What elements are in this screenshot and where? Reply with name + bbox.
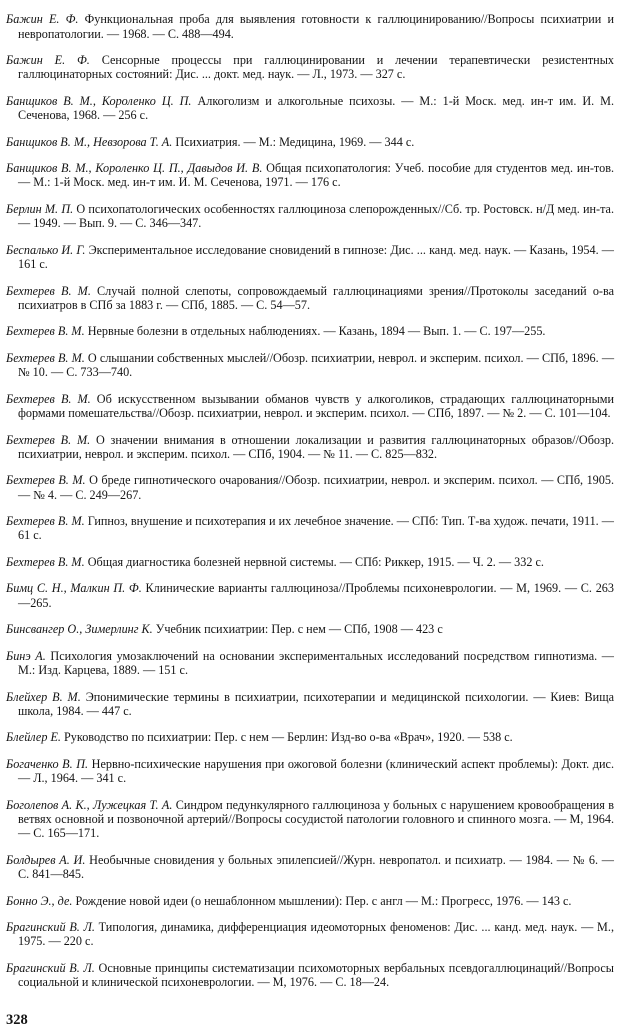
bibliography-entry (6, 757, 614, 786)
entry-author: Бехтерев В. М. (6, 391, 91, 406)
entry-text: Эпонимические термины в психиатрии, психотерапии и медицинской психологии. — Киев: Вища школа, 1984. — 447 с. (18, 689, 614, 718)
entry-author: Беспалько И. Г. (6, 242, 86, 257)
bibliography-entry (6, 690, 614, 719)
entry-text: О психопатологических особенностях галлюциноза слепорожденных//Сб. тр. Ростовск. н/Д мед. ин-та. — 1949. — Вып. 9. — С. 346—347. (18, 201, 614, 231)
entry-author: Болдырев А. И. (6, 852, 86, 867)
entry-author: Бехтерев В. М. (6, 554, 85, 569)
entry-author: Бехтерев В. М. (6, 473, 86, 488)
entry-text: Психиатрия. — М.: Медицина, 1969. — 344 с. (172, 134, 415, 149)
entry-text: Рождение новой идеи (о нешаблонном мышлении): Пер. с англ — М.: Прогресс, 1976. — 143 с. (72, 893, 572, 908)
entry-text: Экспериментальное исследование сновидений в гипнозе: Дис. ... канд. мед. наук. — Казань, 1954. — 161 с. (18, 242, 614, 272)
entry-text: О значении внимания в отношении локализации и развития галлюцинаторных образов//Обозр. психиатрии, неврол. и эксперим. психол. — СПб, 1904. — № 11. — С. 825—832. (18, 432, 614, 461)
bibliography-entry (6, 581, 614, 610)
entry-text: Гипноз, внушение и психотерапия и их лечебное значение. — СПб: Тип. Т-ва худож. печати, 1911. — 61 с. (18, 514, 614, 543)
bibliography-entry (6, 961, 614, 990)
bibliography-entry (6, 284, 614, 313)
entry-author: Банщиков В. М., Короленко Ц. П., Давыдов И. В. (6, 161, 263, 176)
entry-author: Блейхер В. М. (6, 689, 81, 704)
bibliography-entry (6, 473, 614, 502)
entry-author: Бехтерев В. М. (6, 514, 85, 529)
entry-text: Сенсорные процессы при галлюцинировании и лечении терапевтически резистентных галлюцинаторных состояний: Дис. ... докт. мед. наук. — Л., 1973. — 327 с. (18, 53, 614, 82)
bibliography-entry (6, 433, 614, 462)
entry-text: Общая психопатология: Учеб. пособие для студентов мед. ин-тов. — М.: 1-й Моск. мед. ин-т им. И. М. Сеченова, 1971. — 176 с. (18, 161, 614, 190)
bibliography-entry (6, 649, 614, 678)
bibliography-entry (6, 894, 614, 908)
bibliography-entry (6, 730, 614, 744)
entry-text: О слышании собственных мыслей//Обозр. психиатрии, неврол. и эксперим. психол. — СПб, 1896. — № 10. — С. 733—740. (18, 350, 615, 380)
entry-text: Случай полной слепоты, сопровождаемый галлюцинациями зрения//Протоколы заседаний о-ва психиатров в СПб за 1883 г. — СПб, 1885. — С. 54—57. (18, 283, 614, 312)
entry-text: Руководство по психиатрии: Пер. с нем — Берлин: Изд-во о-ва «Врач», 1920. — 538 с. (60, 730, 513, 745)
bibliography-entry (6, 798, 614, 841)
entry-text: Нервно-психические нарушения при ожоговой болезни (клинический аспект проблемы): Докт. дис. — Л., 1964. — 341 с. (18, 756, 614, 786)
bibliography-entry (6, 392, 614, 421)
entry-author: Богаченко В. П. (6, 756, 89, 771)
bibliography-list (6, 0, 614, 1002)
entry-author: Бажин Е. Ф. (6, 12, 79, 27)
bibliography-entry (6, 853, 614, 882)
entry-text: Основные принципы систематизации психомоторных вербальных псевдогаллюцинаций//Вопросы социальной и клинической психоневрологии. — М, 1976. — С. 18—24. (18, 960, 614, 990)
entry-author: Бимц С. Н., Малкин П. Ф. (6, 581, 142, 596)
bibliography-entry (6, 622, 614, 636)
bibliography-entry (6, 161, 614, 190)
entry-text: Об искусственном вызывании обманов чувств у алкоголиков, страдающих галлюцинаторными формами помешательства//Обозр. психиатрии, неврол. и эксперим. психол. — СПб, 1897. — № 2. — С. 101—104. (18, 391, 614, 420)
entry-author: Бажин Е. Ф. (6, 53, 90, 67)
entry-author: Бехтерев В. М. (6, 432, 91, 447)
entry-text: Алкоголизм и алкогольные психозы. — М.: 1-й Моск. мед. ин-т им. И. М. Сеченова, 1968. — 256 с. (18, 93, 615, 123)
entry-author: Банщиков В. М., Короленко Ц. П. (6, 93, 192, 108)
bibliography-entry (6, 324, 614, 338)
entry-text: Типология, динамика, дифференциация идеомоторных феноменов: Дис. ... канд. мед. наук. — М., 1975. — 220 с. (18, 920, 614, 949)
entry-text: Психология умозаключений на основании экспериментальных исследований посредством гипнотизма. — М.: Изд. Карцева, 1889. — 151 с. (18, 648, 614, 678)
entry-text: Необычные сновидения у больных эпилепсией//Журн. невропатол. и психиатр. — 1984. — № 6. — С. 841—845. (18, 852, 614, 882)
page-number: 328 (6, 1012, 28, 1028)
entry-author: Бехтерев В. М. (6, 350, 85, 365)
entry-text: Клинические варианты галлюциноза//Проблемы психоневрологии. — М, 1969. — С. 263—265. (18, 581, 614, 610)
entry-author: Банщиков В. М., Невзорова Т. А. (6, 134, 173, 149)
entry-text: Учебник психиатрии: Пер. с нем — СПб, 1908 — 423 с (152, 622, 443, 637)
bibliography-entry (6, 94, 614, 123)
entry-author: Бехтерев В. М. (6, 283, 91, 298)
bibliography-entry (6, 555, 614, 569)
bibliography-entry (6, 243, 614, 272)
entry-text: О бреде гипнотического очарования//Обозр. психиатрии, неврол. и эксперим. психол. — СПб, 1905. — № 4. — С. 249—267. (18, 473, 615, 502)
entry-text: Функциональная проба для выявления готовности к галлюцинированию//Вопросы психиатрии и невропатологии. — 1968. — С. 488—494. (18, 12, 614, 41)
bibliography-entry (6, 351, 614, 380)
bibliography-entry (6, 53, 614, 82)
entry-author: Брагинский В. Л. (6, 960, 95, 975)
bibliography-entry (6, 135, 614, 149)
entry-author: Брагинский В. Л. (6, 920, 95, 935)
bibliography-entry (6, 920, 614, 949)
entry-text: Нервные болезни в отдельных наблюдениях. — Казань, 1894 — Вып. 1. — С. 197—255. (84, 324, 546, 339)
entry-author: Бинсвангер О., Зимерлинг К. (6, 622, 153, 637)
entry-author: Боголепов А. К., Лужецкая Т. А. (6, 797, 173, 812)
entry-text: Синдром педункулярного галлюциноза у больных с нарушением кровообращения в ветвях основной и позвоночной артерий//Вопросы сосудистой патологии головного и спинного мозга. — М, 1964. — С. 165—171. (18, 797, 614, 841)
entry-author: Бинэ А. (6, 648, 46, 663)
entry-author: Берлин М. П. (6, 201, 74, 216)
bibliography-entry (6, 12, 614, 41)
bibliography-entry (6, 202, 614, 231)
entry-author: Бехтерев В. М. (6, 324, 85, 339)
bibliography-entry (6, 514, 614, 543)
entry-text: Общая диагностика болезней нервной системы. — СПб: Риккер, 1915. — Ч. 2. — 332 с. (84, 554, 544, 569)
entry-author: Бонно Э., де. (6, 893, 73, 908)
entry-author: Блейлер Е. (6, 730, 61, 745)
